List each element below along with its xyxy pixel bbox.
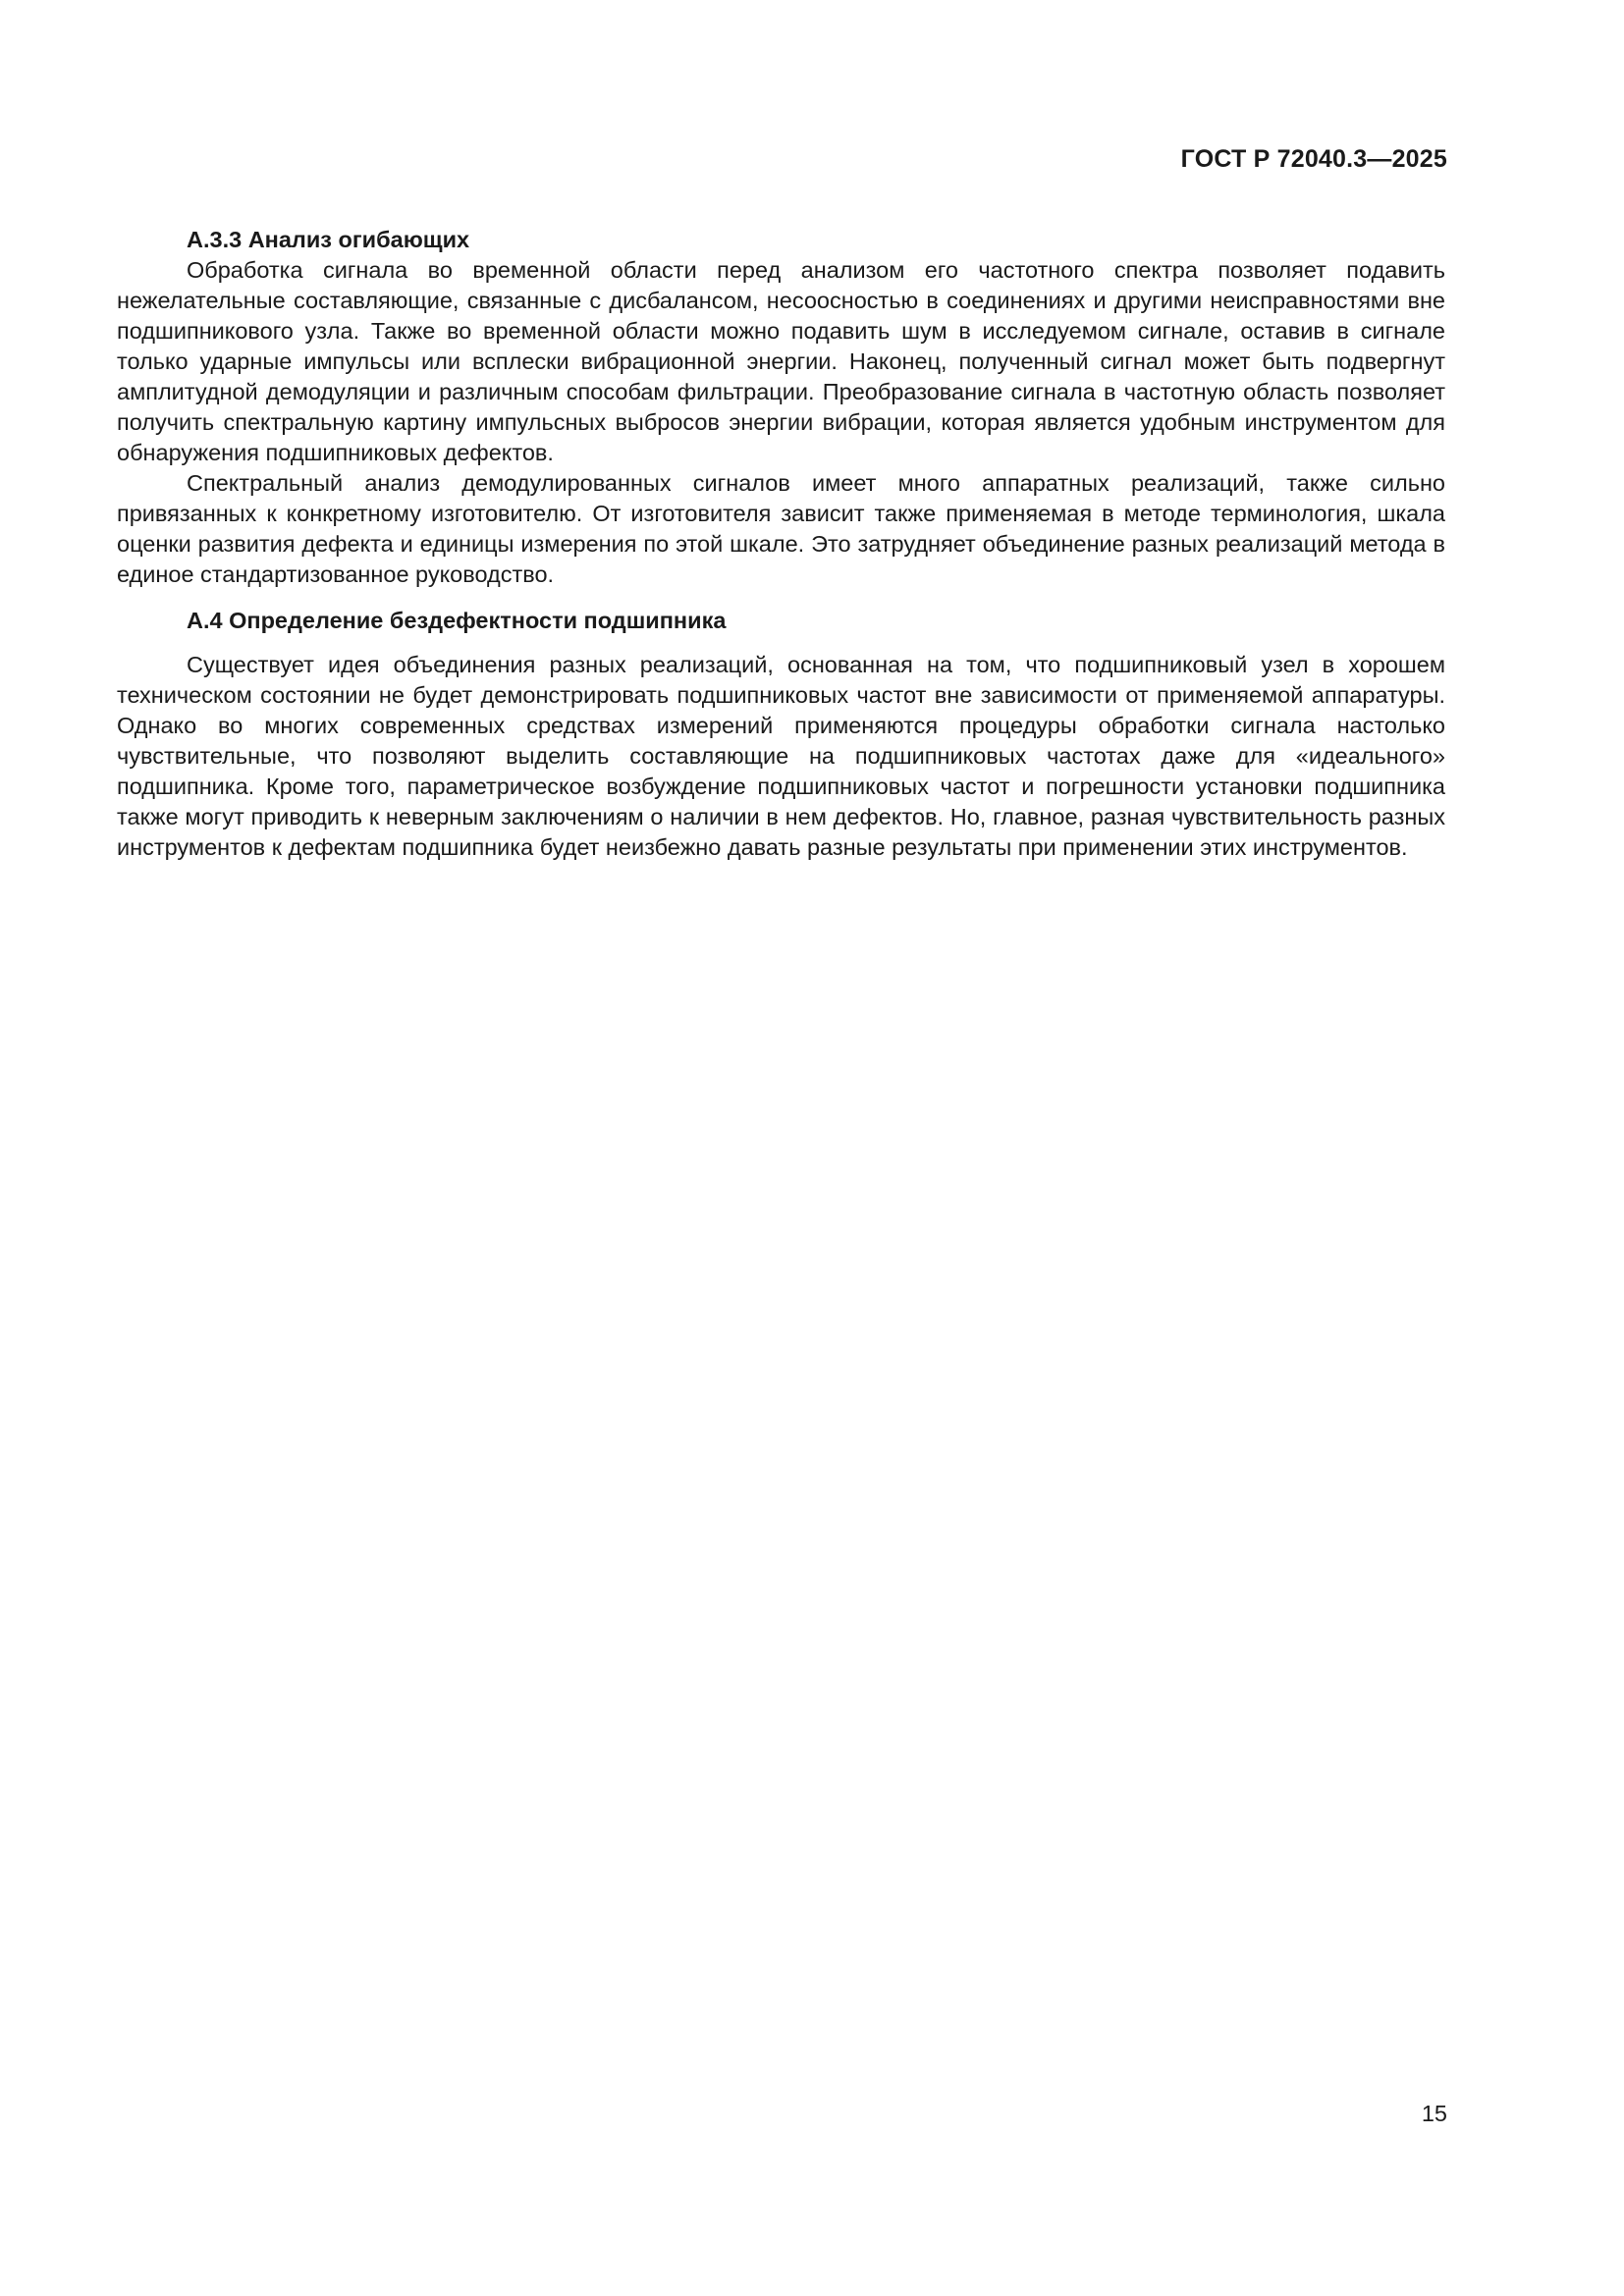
document-body: [117, 225, 1445, 863]
section-heading-a33: А.3.3 Анализ огибающих: [187, 227, 470, 252]
page-number: 15: [1421, 2101, 1447, 2126]
paragraph: Обработка сигнала во временной области перед анализом его частотного спектра позволяет подавить нежелательные составляющие, связанные с дисбалансом, несоосностью в соединениях и другими неисправностями вне подшипникового узла. Также во временной области можно подавить шум в исследуемом сигнале, оставив в сигнале только ударные импульсы или всплески вибрационной энергии. Наконец, полученный сигнал может быть подвергнут амплитудной демодуляции и различным способам фильтрации. Преобразование сигнала в частотную область позволяет получить спектральную картину импульсных выбросов энергии вибрации, которая является удобным инструментом для обнаружения подшипниковых дефектов.: [117, 257, 1445, 465]
paragraph: Существует идея объединения разных реализаций, основанная на том, что подшипниковый узел в хорошем техническом состоянии не будет демонстрировать подшипниковых частот вне зависимости от применяемой аппаратуры. Однако во многих современных средствах измерений применяются процедуры обработки сигнала настолько чувствительные, что позволяют выделить составляющие на подшипниковых частотах даже для «идеального» подшипника. Кроме того, параметрическое возбуждение подшипниковых частот и погрешности установки подшипника также могут приводить к неверным заключениям о наличии в нем дефектов. Но, главное, разная чувствительность разных инструментов к дефектам подшипника будет неизбежно давать разные результаты при применении этих инструментов.: [117, 652, 1445, 860]
section-heading-a4: А.4 Определение бездефектности подшипника: [187, 608, 727, 633]
paragraph: Спектральный анализ демодулированных сигналов имеет много аппаратных реализаций, также сильно привязанных к конкретному изготовителю. От изготовителя зависит также применяемая в методе терминология, шкала оценки развития дефекта и единицы измерения по этой шкале. Это затрудняет объединение разных реализаций метода в единое стандартизованное руководство.: [117, 470, 1445, 587]
document-id-header: ГОСТ Р 72040.3—2025: [1180, 145, 1447, 173]
